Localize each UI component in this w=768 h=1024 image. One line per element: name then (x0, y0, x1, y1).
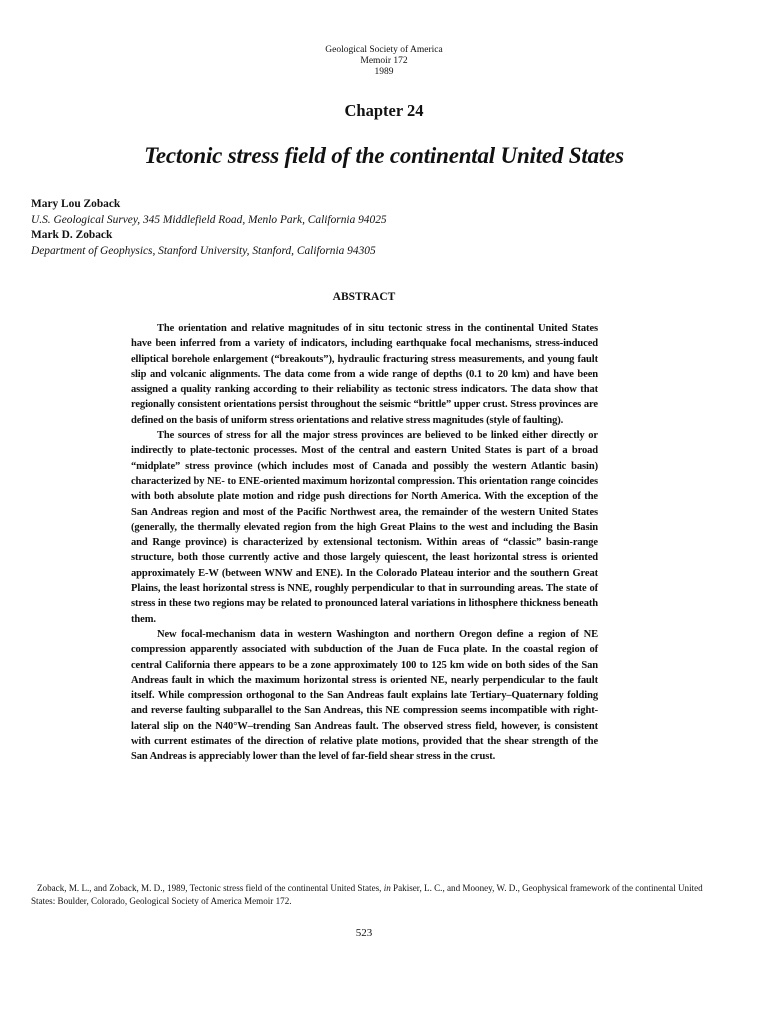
citation-footnote (31, 882, 711, 907)
memoir-line: Memoir 172 (360, 56, 408, 66)
abstract-paragraph: The sources of stress for all the major stress provinces are believed to be linked either directly or indirectly to plate-tectonic processes. Most of the central and eastern United States is part of a broad “midplate” stress province (which includes most of Canada and possibly the western Atlantic basin) characterized by NE- to ENE-oriented maximum horizontal compression. This orientation range coincides with both absolute plate motion and ridge push directions for North America. With the exception of the San Andreas region and most of the Pacific Northwest area, the remainder of the western United States (generally, the thermally elevated region from the high Great Plains to the west and including the Basin and Range province) is characterized by extensional tectonism. Within areas of “classic” basin-range structure, both those currently active and those largely quiescent, the least horizontal stress is oriented approximately E-W (between WNW and ENE). In the Colorado Plateau interior and the southern Great Plains, the least horizontal stress is NNE, roughly perpendicular to that in surrounding areas. The state of stress in these two regions may be related to pronounced lateral variations in lithosphere thickness beneath them. (131, 430, 598, 625)
year-line: 1989 (374, 67, 394, 77)
chapter-number: Chapter 24 (344, 101, 424, 120)
citation-in: in (383, 883, 391, 893)
author-affiliation: U.S. Geological Survey, 345 Middlefield Road, Menlo Park, California 94025 (31, 213, 387, 226)
citation-text-rest: Pakiser, L. C., and Mooney, W. D., Geophysical framework of the continental United States: Boulder, Colorado, Geological Society of America Memoir 172. (31, 883, 703, 906)
author-name: Mary Lou Zoback (31, 198, 121, 210)
publisher-line: Geological Society of America (325, 45, 443, 55)
abstract-heading: ABSTRACT (332, 291, 396, 303)
author-name: Mark D. Zoback (31, 229, 113, 241)
abstract-body (131, 321, 598, 765)
citation-text: Zoback, M. L., and Zoback, M. D., 1989, Tectonic stress field of the continental United States, (37, 883, 384, 893)
paper-title: Tectonic stress field of the continental United States (144, 143, 624, 168)
author-block (31, 197, 731, 259)
abstract-paragraph: New focal-mechanism data in western Washington and northern Oregon define a region of NE compression apparently associated with subduction of the Juan de Fuca plate. In the coastal region of central California there appears to be a zone approximately 100 to 125 km wide on both sides of the San Andreas fault in which the maximum horizontal stress is oriented NE, nearly perpendicular to the fault itself. While compression orthogonal to the San Andreas fault explains late Tertiary–Quaternary folding and reverse faulting subparallel to the San Andreas, this NE compression seems incompatible with right-lateral slip on the N40°W–trending San Andreas fault. The observed stress field, however, is consistent with current estimates of the direction of relative plate motions, provided that the shear strength of the San Andreas is appreciably lower than the level of far-field shear stress in the crust. (131, 628, 598, 763)
abstract-paragraph: The orientation and relative magnitudes of in situ tectonic stress in the continental United States have been inferred from a variety of indicators, including earthquake focal mechanisms, stress-induced elliptical borehole enlargement (“breakouts”), hydraulic fracturing stress measurements, and young fault slip and volcanic alignments. The data come from a wide range of depths (0.1 to 20 km) and have been assigned a quality ranking according to their reliability as tectonic stress indicators. The data show that regionally consistent orientations persist throughout the seismic “brittle” upper crust. Stress provinces are defined on the basis of uniform stress orientations and relative stress magnitudes (style of faulting). (131, 323, 598, 426)
author-affiliation: Department of Geophysics, Stanford University, Stanford, California 94305 (31, 244, 376, 257)
page-number: 523 (355, 927, 373, 939)
series-header (0, 45, 768, 78)
